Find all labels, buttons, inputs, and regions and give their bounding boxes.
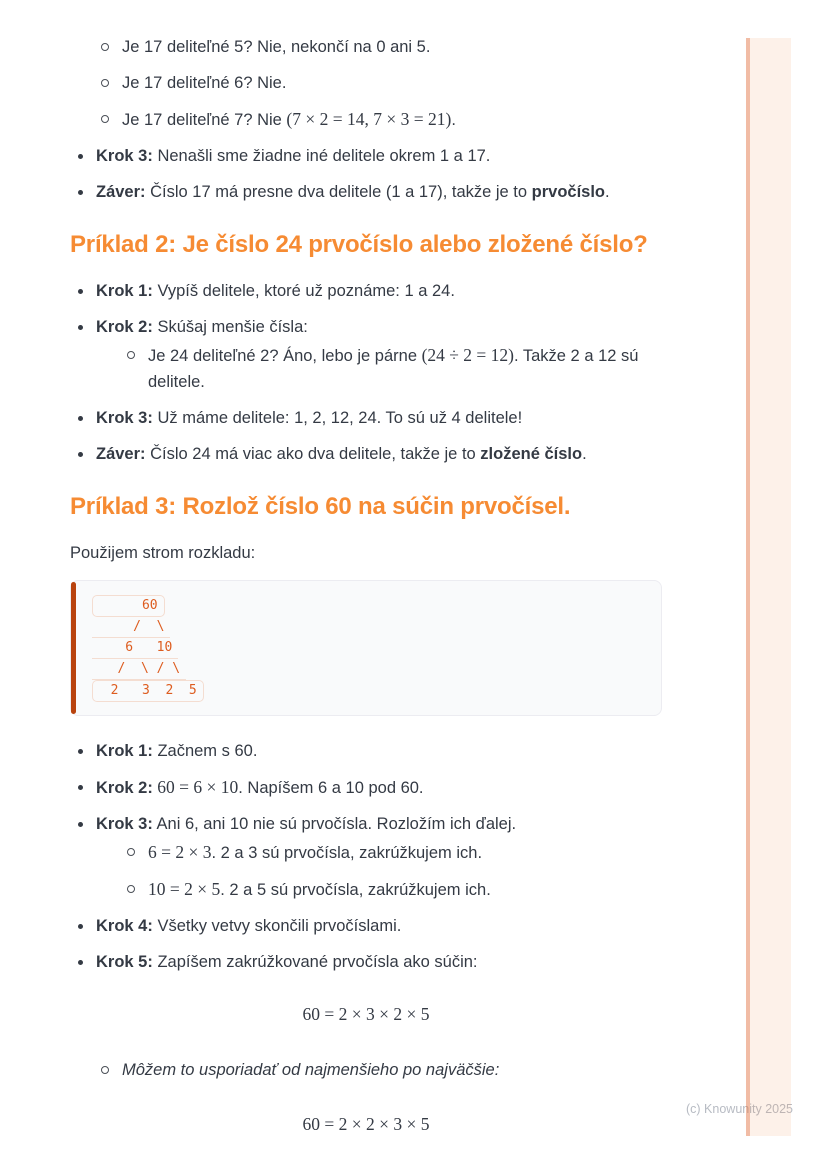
document-content (70, 34, 662, 1167)
list-item (70, 738, 662, 764)
section-heading-priklad-2: Príklad 2: Je číslo 24 prvočíslo alebo zložené číslo? (70, 231, 648, 258)
intro-paragraph: Použijem strom rozkladu: (70, 544, 256, 562)
emphasized-term: zložené číslo (480, 445, 583, 463)
bullet-icon (78, 749, 83, 754)
step-text: Číslo 24 má viac ako dva delitele, takže je to (145, 445, 481, 463)
check-text: Je 17 deliteľné 6? Nie. (122, 74, 287, 92)
example3-steps-list (70, 738, 662, 975)
substep-text-suffix: . Takže 2 a 12 sú delitele. (148, 347, 639, 391)
step-text: Skúšaj menšie čísla: (152, 318, 308, 336)
step-label: Krok 4: (96, 917, 153, 935)
hollow-bullet-icon (101, 1066, 109, 1074)
step-text-suffix: . (582, 445, 587, 463)
tree-text: 6 10 (92, 638, 178, 659)
block-accent-bar (71, 582, 76, 714)
section-heading-priklad-3: Príklad 3: Rozlož číslo 60 na súčin prvočísel. (70, 493, 571, 520)
step-label: Krok 1: (96, 282, 153, 300)
hollow-bullet-icon (127, 848, 135, 856)
tree-line (92, 595, 645, 617)
list-item (70, 143, 662, 169)
bullet-icon (78, 960, 83, 965)
list-item (96, 1057, 662, 1083)
tree-line (92, 680, 645, 702)
step-text: Zapíšem zakrúžkované prvočísla ako súčin: (152, 953, 478, 971)
example1-steps-list (70, 143, 662, 205)
step-text-suffix: . (605, 183, 610, 201)
bullet-icon (78, 785, 83, 790)
tree-line (92, 617, 645, 638)
tree-text: 60 (92, 595, 165, 617)
list-item (70, 441, 662, 467)
list-item (70, 774, 662, 801)
bullet-icon (78, 325, 83, 330)
inline-math: 10 = 2 × 5 (148, 879, 221, 899)
math-equation: 60 = 2 × 2 × 3 × 5 (302, 1114, 430, 1134)
step-label: Krok 2: (96, 779, 153, 797)
bullet-icon (78, 416, 83, 421)
step-text: Začnem s 60. (152, 742, 258, 760)
inline-math: 60 = 6 × 10 (152, 777, 239, 797)
list-item (70, 179, 662, 205)
step-label: Záver: (96, 445, 146, 463)
step-text: Všetky vetvy skončili prvočíslami. (152, 917, 402, 935)
step-text: Číslo 17 má presne dva delitele (1 a 17), takže je to (145, 183, 532, 201)
list-item (96, 34, 662, 60)
list-item (96, 70, 662, 96)
step-text: Ani 6, ani 10 nie sú prvočísla. Rozložím ich ďalej. (152, 815, 517, 833)
math-equation: 60 = 2 × 3 × 2 × 5 (302, 1004, 430, 1024)
check-text: Je 17 deliteľné 7? Nie (122, 111, 287, 129)
step-text: Nenašli sme žiadne iné delitele okrem 1 a 17. (152, 147, 491, 165)
substep-text: Je 24 deliteľné 2? Áno, lebo je párne (148, 347, 422, 365)
list-item (122, 876, 662, 903)
factor-tree-block (70, 580, 662, 716)
step-label: Krok 3: (96, 409, 153, 427)
tree-text: 2 3 2 5 (92, 680, 204, 702)
list-item (122, 342, 662, 395)
bullet-icon (78, 822, 83, 827)
watermark: (c) Knowunity 2025 (686, 1102, 794, 1116)
inline-math: (24 ÷ 2 = 12) (421, 345, 514, 365)
example2-steps-list (70, 278, 662, 467)
step-text: Už máme delitele: 1, 2, 12, 24. To sú už 4 delitele! (152, 409, 523, 427)
step-text: Vypíš delitele, ktoré už poznáme: 1 a 24. (152, 282, 455, 300)
check-text: Je 17 deliteľné 5? Nie, nekončí na 0 ani 5. (122, 38, 431, 56)
step-label: Záver: (96, 183, 146, 201)
bullet-icon (78, 924, 83, 929)
list-item (70, 405, 662, 431)
step-text-suffix: . Napíšem 6 a 10 pod 60. (238, 779, 424, 797)
bullet-icon (78, 452, 83, 457)
substep-text-suffix: . 2 a 5 sú prvočísla, zakrúžkujem ich. (220, 881, 491, 899)
check-text-suffix: . (451, 111, 456, 129)
tree-text: / \ / \ (92, 659, 186, 680)
inline-math: 6 = 2 × 3 (148, 842, 212, 862)
list-item (70, 811, 662, 903)
step-label: Krok 1: (96, 742, 153, 760)
emphasized-term: prvočíslo (531, 183, 606, 201)
list-item (70, 314, 662, 395)
step-label: Krok 3: (96, 147, 153, 165)
step-label: Krok 3: (96, 815, 153, 833)
bullet-icon (78, 190, 83, 195)
bullet-icon (78, 289, 83, 294)
inline-math: (7 × 2 = 14, 7 × 3 = 21) (286, 109, 452, 129)
note-list (96, 1057, 662, 1083)
list-item (70, 278, 662, 304)
hollow-bullet-icon (127, 351, 135, 359)
step-label: Krok 5: (96, 953, 153, 971)
bullet-icon (78, 154, 83, 159)
tree-line (92, 638, 645, 659)
hollow-bullet-icon (101, 115, 109, 123)
note-text: Môžem to usporiadať od najmenšieho po najväčšie: (122, 1061, 500, 1079)
hollow-bullet-icon (101, 79, 109, 87)
hollow-bullet-icon (127, 885, 135, 893)
substep-text-suffix: . 2 a 3 sú prvočísla, zakrúžkujem ich. (211, 844, 483, 862)
highlight-stripe (746, 38, 791, 1136)
list-item (70, 913, 662, 939)
example3-substeps-list (122, 839, 662, 903)
tree-line (92, 659, 645, 680)
list-item (70, 949, 662, 975)
tree-text: / \ (92, 617, 170, 638)
list-item (96, 106, 662, 133)
example2-substeps-list (122, 342, 662, 395)
hollow-bullet-icon (101, 43, 109, 51)
step-label: Krok 2: (96, 318, 153, 336)
divisibility-checks-list (96, 34, 662, 133)
list-item (122, 839, 662, 866)
